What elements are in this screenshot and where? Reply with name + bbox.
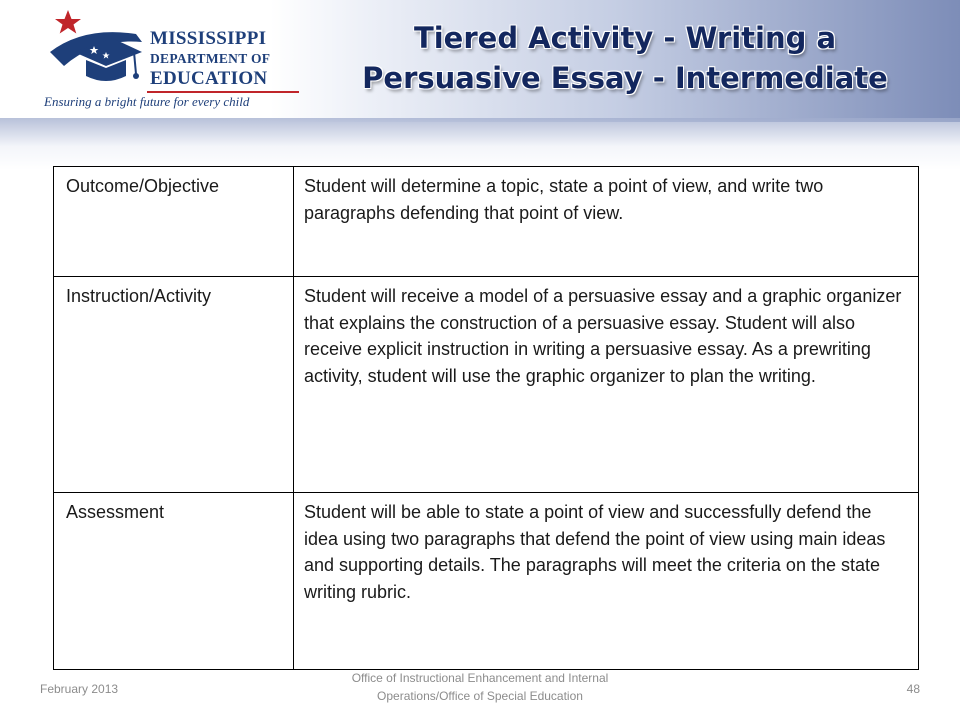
logo-text-education: EDUCATION xyxy=(150,68,268,89)
logo-text-mississippi: MISSISSIPPI xyxy=(150,28,267,49)
slide-title-line-2: Persuasive Essay - Intermediate xyxy=(362,61,888,95)
row-description: Student will receive a model of a persuasive essay and a graphic organizer that explains the construction of a persuasive essay. Student will also receive explicit instruction in writing a persuasive essay. As a prewriting activity, student will use the graphic organizer to plan the writing. xyxy=(294,277,919,493)
mde-logo xyxy=(44,8,304,112)
footer-date: February 2013 xyxy=(40,682,119,696)
footer-office-line-1: Office of Instructional Enhancement and Internal xyxy=(351,671,609,685)
table-row xyxy=(54,277,919,493)
graduation-cap-star-icon xyxy=(44,8,154,94)
slide-title xyxy=(300,18,950,98)
row-label: Assessment xyxy=(54,493,294,670)
table-row xyxy=(54,493,919,670)
row-description: Student will be able to state a point of view and successfully defend the idea using two paragraphs that defend the point of view using main ideas and supporting details. The paragraphs will meet the criteria on the state writing rubric. xyxy=(294,493,919,670)
footer-page-number: 48 xyxy=(906,682,920,696)
activity-table xyxy=(53,166,919,670)
logo-red-rule xyxy=(147,91,299,93)
row-description: Student will determine a topic, state a point of view, and write two paragraphs defending that point of view. xyxy=(294,167,919,277)
footer-office-line-2: Operations/Office of Special Education xyxy=(377,689,583,703)
logo-text-department: DEPARTMENT OF xyxy=(150,51,271,66)
footer-office xyxy=(300,669,660,705)
header-fade xyxy=(0,118,960,170)
logo-tagline: Ensuring a bright future for every child xyxy=(44,94,250,109)
table-row xyxy=(54,167,919,277)
row-label: Instruction/Activity xyxy=(54,277,294,493)
row-label: Outcome/Objective xyxy=(54,167,294,277)
slide-title-line-1: Tiered Activity - Writing a xyxy=(413,21,837,55)
